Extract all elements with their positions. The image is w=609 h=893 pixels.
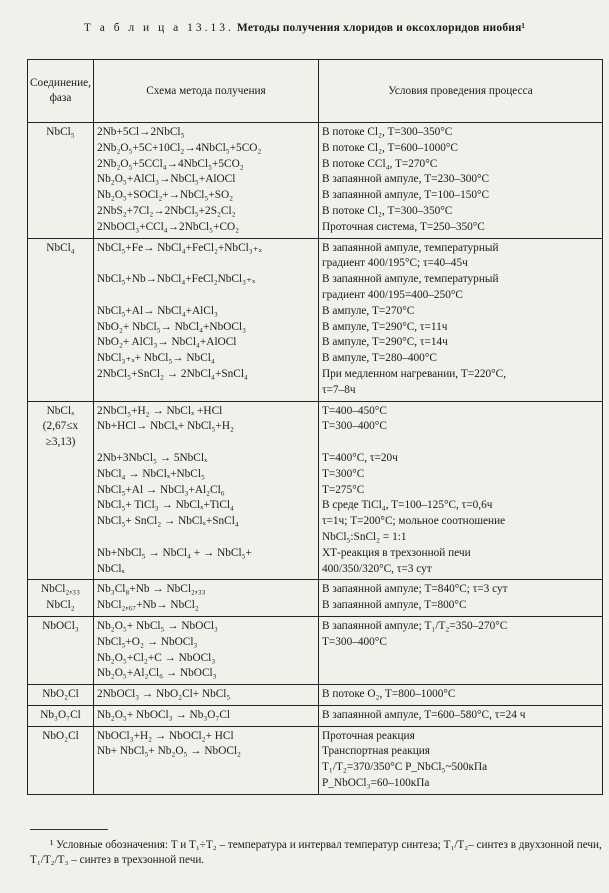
scheme-line: Nb₂O₅+Cl₂+C → NbOCl₃	[97, 651, 216, 664]
scheme-cell	[94, 123, 319, 239]
scheme-cell	[94, 726, 319, 794]
compound-line: NbO₂Cl	[42, 688, 79, 701]
scheme-line: 2NbOCl₃ → NbO₂Cl+ NbCl₅	[97, 688, 231, 701]
scheme-line: 2Nb₂O₅+5CCl₄→4NbCl₅+5CO₂	[97, 157, 244, 170]
compound-cell	[28, 123, 94, 239]
scheme-line: Nb₂O₅+AlCl₃→NbCl₅+AlOCl	[97, 173, 236, 186]
scheme-line	[97, 288, 315, 304]
conditions-line: В потоке Cl₂, T=300–350°C	[322, 204, 453, 217]
header-scheme: Схема метода получения	[94, 60, 319, 123]
conditions-line: ХТ-реакция в трехзонной печи	[322, 546, 471, 559]
conditions-cell	[319, 616, 603, 684]
conditions-line: В потоке O₂, T=800–1000°C	[322, 688, 456, 701]
conditions-cell	[319, 401, 603, 580]
table-title-text: Методы получения хлоридов и оксохлоридов ниобия¹	[236, 22, 526, 34]
conditions-line: В ампуле, T=270°C	[322, 304, 415, 317]
header-compound: Соединение, фаза	[28, 60, 94, 123]
scheme-line: NbCl₅+ TiCl₃ → NbClₓ+TiCl₄	[97, 499, 234, 512]
scheme-cell	[94, 616, 319, 684]
scheme-line: 2Nb+3NbCl₅ → 5NbClₓ	[97, 451, 208, 464]
compound-cell	[28, 616, 94, 684]
scheme-line: NbCl₅+ SnCl₂ → NbClₓ+SnCl₄	[97, 515, 239, 528]
conditions-line: τ=1ч; T=200°C; мольное соотношение	[322, 515, 506, 528]
table-body	[28, 123, 603, 795]
conditions-line	[322, 435, 599, 451]
conditions-line: В ампуле, T=290°C, τ=14ч	[322, 336, 448, 349]
conditions-line: Проточная реакция	[322, 729, 415, 742]
conditions-cell	[319, 238, 603, 401]
conditions-cell	[319, 726, 603, 794]
conditions-line: В запаянной ампуле, T=600–580°C, τ=24 ч	[322, 708, 526, 721]
conditions-line: В запаянной ампуле, температурный	[322, 273, 499, 286]
table-row	[28, 616, 603, 684]
compound-cell	[28, 705, 94, 726]
scheme-line: Nb+HCl→ NbClₓ+ NbCl₅+H₂	[97, 420, 234, 433]
conditions-line: Транспортная реакция	[322, 745, 430, 758]
scheme-line	[97, 256, 315, 272]
compound-cell	[28, 238, 94, 401]
compound-line: NbCl₂,₃₃	[40, 583, 81, 596]
scheme-cell	[94, 685, 319, 706]
scheme-line: NbOCl₃+H₂ → NbOCl₂+ HCl	[97, 729, 234, 742]
scheme-line: NbCl₅+Fe→ NbCl₄+FeCl₂+NbCl₃₊ₓ	[97, 241, 262, 254]
table-row	[28, 705, 603, 726]
conditions-line: В запаянной ампуле, T=230–300°C	[322, 173, 490, 186]
footnote-rule	[30, 829, 108, 830]
conditions-line: В ампуле, T=280–400°C	[322, 352, 437, 365]
conditions-line: В запаянной ампуле; T=840°C; τ=3 сут	[322, 583, 508, 596]
conditions-line: градиент 400/195°C; τ=40–45ч	[322, 257, 468, 270]
scheme-line: NbCl₅+Nb→NbCl₄+FeCl₂NbCl₃₊ₓ	[97, 273, 256, 286]
compound-line: NbCl₂	[46, 599, 75, 612]
conditions-line: T=300°C	[322, 467, 365, 480]
compound-line: (2,67≤x	[42, 420, 79, 433]
conditions-line: В ампуле, T=290°C, τ=11ч	[322, 320, 448, 333]
scheme-line	[97, 530, 315, 546]
scheme-line: 2Nb+5Cl→2NbCl₅	[97, 126, 185, 138]
scheme-line: 2NbCl₅+H₂ → NbClₓ +HCl	[97, 404, 223, 417]
conditions-line: T=400–450°C	[322, 404, 387, 417]
compound-line: NbClₓ	[46, 404, 75, 417]
scheme-line	[97, 383, 315, 399]
conditions-line: T₁/T₂=370/350°C P_NbCl₅~500кПа	[322, 761, 488, 774]
conditions-cell	[319, 685, 603, 706]
scheme-line: NbCl₅+Al→ NbCl₄+AlCl₃	[97, 304, 218, 317]
conditions-line	[322, 651, 599, 667]
compound-cell	[28, 580, 94, 617]
table-row	[28, 726, 603, 794]
table-row	[28, 401, 603, 580]
table-row	[28, 580, 603, 617]
conditions-line	[322, 666, 599, 682]
scheme-line: NbClₓ	[97, 562, 125, 575]
conditions-line: τ=7–8ч	[322, 383, 356, 396]
scheme-line: Nb₃Cl₈+Nb → NbCl₂,₃₃	[97, 583, 206, 596]
table-title-label: Т а б л и ц а 13.13.	[83, 22, 234, 34]
footnote: ¹ Условные обозначения: T и T₁÷T₂ – температура и интервал температур синтеза; T₁/T₂– синтез в двухзонной печи, T₁/T₂/T₃ – синтез в трехзонной печи.	[30, 839, 602, 866]
conditions-line: P_NbOCl₃=60–100кПа	[322, 777, 430, 790]
conditions-line: T=400°C, τ=20ч	[322, 451, 398, 464]
scheme-line: 2NbOCl₃+CCl₄→2NbCl₅+CO₂	[97, 220, 240, 233]
scheme-line: NbCl₃₊ₓ+ NbCl₅→ NbCl₄	[97, 352, 215, 365]
table-row	[28, 685, 603, 706]
conditions-line: В среде TiCl₄, T=100–125°C, τ=0,6ч	[322, 499, 493, 512]
scheme-line: 2NbS₂+7Cl₂→2NbCl₅+2S₂Cl₂	[97, 204, 236, 217]
scheme-line: Nb₂O₅+SOCl₂+→NbCl₅+SO₂	[97, 189, 234, 202]
scheme-cell	[94, 580, 319, 617]
conditions-line: В запаянной ампуле, температурный	[322, 241, 499, 254]
compound-line: ≥3,13)	[45, 436, 76, 449]
conditions-line: В запаянной ампуле, T=800°C	[322, 599, 467, 612]
compound-line: Nb₃O₇Cl	[40, 708, 81, 721]
compound-line: NbOCl₃	[42, 619, 79, 632]
conditions-line: В запаянной ампуле; T₁/T₂=350–270°C	[322, 619, 508, 632]
compound-line: NbO₂Cl	[42, 729, 79, 742]
table-row	[28, 123, 603, 239]
methods-table	[27, 59, 603, 795]
conditions-line: В запаянной ампуле, T=100–150°C	[322, 189, 490, 202]
compound-line: NbCl₄	[46, 241, 75, 254]
conditions-line: В потоке CCl₄, T=270°C	[322, 157, 438, 170]
compound-cell	[28, 401, 94, 580]
scheme-line: NbCl₄ → NbClₓ+NbCl₅	[97, 467, 205, 480]
conditions-line: NbCl₅:SnCl₂ = 1:1	[322, 530, 407, 543]
scheme-line	[97, 435, 315, 451]
scheme-line: Nb₂O₅+ NbCl₅ → NbOCl₃	[97, 619, 218, 632]
conditions-line: T=275°C	[322, 483, 365, 496]
compound-line: NbCl₅	[46, 126, 75, 138]
conditions-line: T=300–400°C	[322, 420, 387, 433]
scheme-line: NbCl₅+O₂ → NbOCl₃	[97, 635, 198, 648]
scheme-line: NbCl₂,₆₇+Nb→ NbCl₂	[97, 599, 199, 612]
conditions-cell	[319, 123, 603, 239]
scheme-cell	[94, 238, 319, 401]
scheme-line: Nb₂O₅+ NbOCl₃ → Nb₃O₇Cl	[97, 708, 231, 721]
conditions-cell	[319, 705, 603, 726]
scheme-line	[97, 760, 315, 776]
scheme-line: Nb₂O₅+Al₂Cl₆ → NbOCl₃	[97, 667, 217, 680]
conditions-line: При медленном нагревании, T=220°C,	[322, 367, 507, 380]
table-header-row	[28, 60, 603, 123]
scheme-cell	[94, 401, 319, 580]
table-row	[28, 238, 603, 401]
compound-cell	[28, 726, 94, 794]
conditions-line: В потоке Cl₂, T=300–350°C	[322, 126, 453, 138]
scheme-line: 2NbCl₅+SnCl₂ → 2NbCl₄+SnCl₄	[97, 367, 248, 380]
scheme-line: 2Nb₂O₅+5C+10Cl₂→4NbCl₅+5CO₂	[97, 141, 262, 154]
conditions-cell	[319, 580, 603, 617]
compound-cell	[28, 685, 94, 706]
conditions-line: градиент 400/195=400–250°C	[322, 288, 463, 301]
header-conditions: Условия проведения процесса	[319, 60, 603, 123]
scheme-line: NbCl₅+Al → NbCl₃+Al₂Cl₆	[97, 483, 225, 496]
conditions-line: Проточная система, T=250–350°C	[322, 220, 485, 233]
scheme-line: NbO₂+ NbCl₅→ NbCl₄+NbOCl₃	[97, 320, 247, 333]
scheme-line: Nb+ NbCl₅+ Nb₂O₅ → NbOCl₂	[97, 745, 241, 758]
scheme-line: NbO₂+ AlCl₃→ NbCl₄+AlOCl	[97, 336, 237, 349]
scheme-line	[97, 776, 315, 792]
table-title	[0, 22, 609, 34]
conditions-line: T=300–400°C	[322, 635, 387, 648]
scheme-line: Nb+NbCl₅ → NbCl₄ + → NbCl₅+	[97, 546, 252, 559]
scheme-cell	[94, 705, 319, 726]
conditions-line: 400/350/320°C, τ=3 сут	[322, 562, 432, 575]
conditions-line: В потоке Cl₂, T=600–1000°C	[322, 141, 458, 154]
